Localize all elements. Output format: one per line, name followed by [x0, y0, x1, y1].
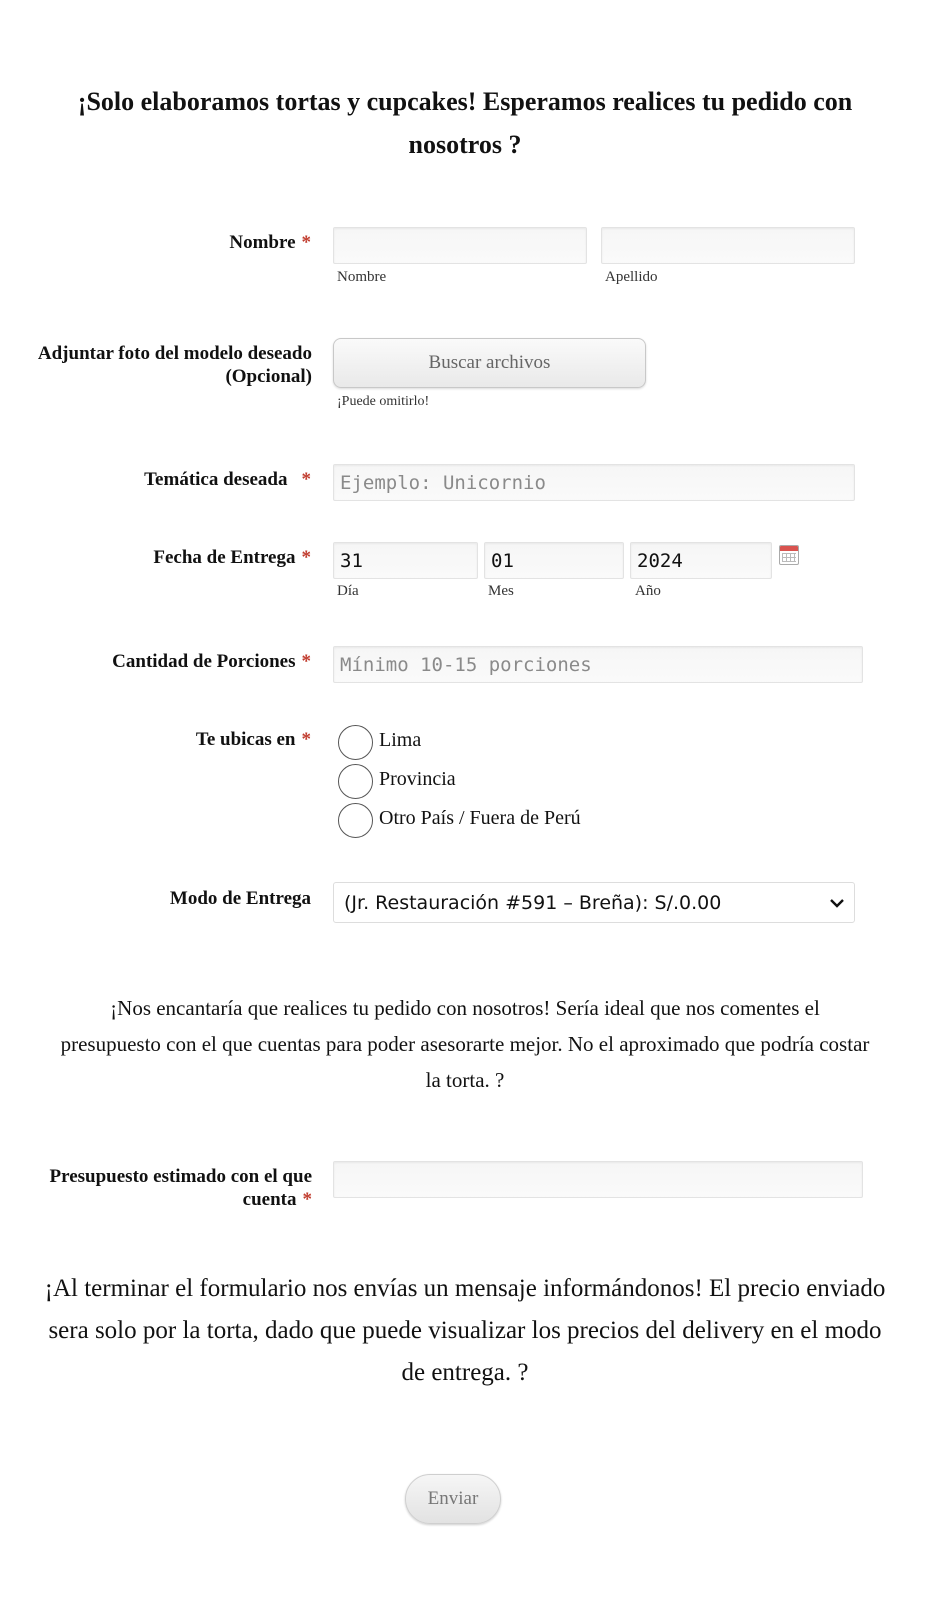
required-mark: *	[301, 651, 311, 672]
tematica-label	[20, 468, 311, 491]
radio-lima-label[interactable]: Lima	[379, 729, 422, 751]
year-input[interactable]: 2024	[630, 542, 772, 579]
required-mark: *	[301, 469, 311, 490]
last-name-input[interactable]	[601, 227, 855, 264]
required-mark: *	[302, 1189, 312, 1210]
day-sublabel: Día	[337, 583, 359, 599]
radio-lima[interactable]	[338, 725, 373, 760]
chevron-down-icon	[830, 898, 844, 908]
fecha-label	[20, 546, 311, 569]
radio-provincia[interactable]	[338, 764, 373, 799]
first-name-input[interactable]	[333, 227, 587, 264]
porciones-input[interactable]: Mínimo 10-15 porciones	[333, 646, 863, 683]
browse-files-button[interactable]: Buscar archivos	[333, 338, 646, 388]
submit-button[interactable]: Enviar	[405, 1474, 501, 1524]
radio-otro-pais[interactable]	[338, 803, 373, 838]
form-heading: ¡Solo elaboramos tortas y cupcakes! Esperamos realices tu pedido con nosotros ?	[77, 87, 853, 159]
porciones-label-text: Cantidad de Porciones	[112, 651, 296, 672]
day-input[interactable]: 31	[333, 542, 478, 579]
adjuntar-sublabel: ¡Puede omitirlo!	[337, 394, 430, 409]
budget-paragraph: ¡Nos encantaría que realices tu pedido con nosotros! Sería ideal que nos comentes el presupuesto con el que cuentas para poder asesorarte mejor. No el aproximado que podría costar la torta. ?	[60, 996, 870, 1092]
ubicacion-label	[20, 728, 311, 751]
nombre-label-text: Nombre	[229, 232, 296, 253]
presupuesto-label	[20, 1165, 312, 1211]
adjuntar-label: Adjuntar foto del modelo deseado (Opcional)	[37, 343, 312, 387]
last-name-sublabel: Apellido	[605, 269, 658, 285]
tematica-label-text: Temática deseada	[144, 469, 288, 490]
info-paragraph: ¡Al terminar el formulario nos envías un mensaje informándonos! El precio enviado sera solo por la torta, dado que puede visualizar los precios del delivery en el modo de entrega. ?	[44, 1275, 886, 1386]
radio-provincia-label[interactable]: Provincia	[379, 768, 456, 790]
fecha-label-text: Fecha de Entrega	[153, 547, 296, 568]
required-mark: *	[301, 232, 311, 253]
nombre-label	[20, 231, 311, 254]
tematica-input[interactable]: Ejemplo: Unicornio	[333, 464, 855, 501]
presupuesto-input[interactable]	[333, 1161, 863, 1198]
radio-otro-pais-label[interactable]: Otro País / Fuera de Perú	[379, 807, 581, 829]
modo-label: Modo de Entrega	[169, 888, 311, 909]
month-sublabel: Mes	[488, 583, 514, 599]
delivery-mode-value: (Jr. Restauración #591 – Breña): S/.0.00	[344, 891, 722, 914]
ubicacion-label-text: Te ubicas en	[195, 729, 296, 750]
required-mark: *	[301, 547, 311, 568]
year-sublabel: Año	[635, 583, 661, 599]
month-input[interactable]: 01	[484, 542, 624, 579]
calendar-icon[interactable]	[779, 545, 799, 565]
delivery-mode-select[interactable]	[333, 882, 855, 923]
porciones-label	[20, 650, 311, 673]
first-name-sublabel: Nombre	[337, 269, 387, 285]
required-mark: *	[301, 729, 311, 750]
presupuesto-label-text: Presupuesto estimado con el que cuenta	[49, 1166, 312, 1210]
